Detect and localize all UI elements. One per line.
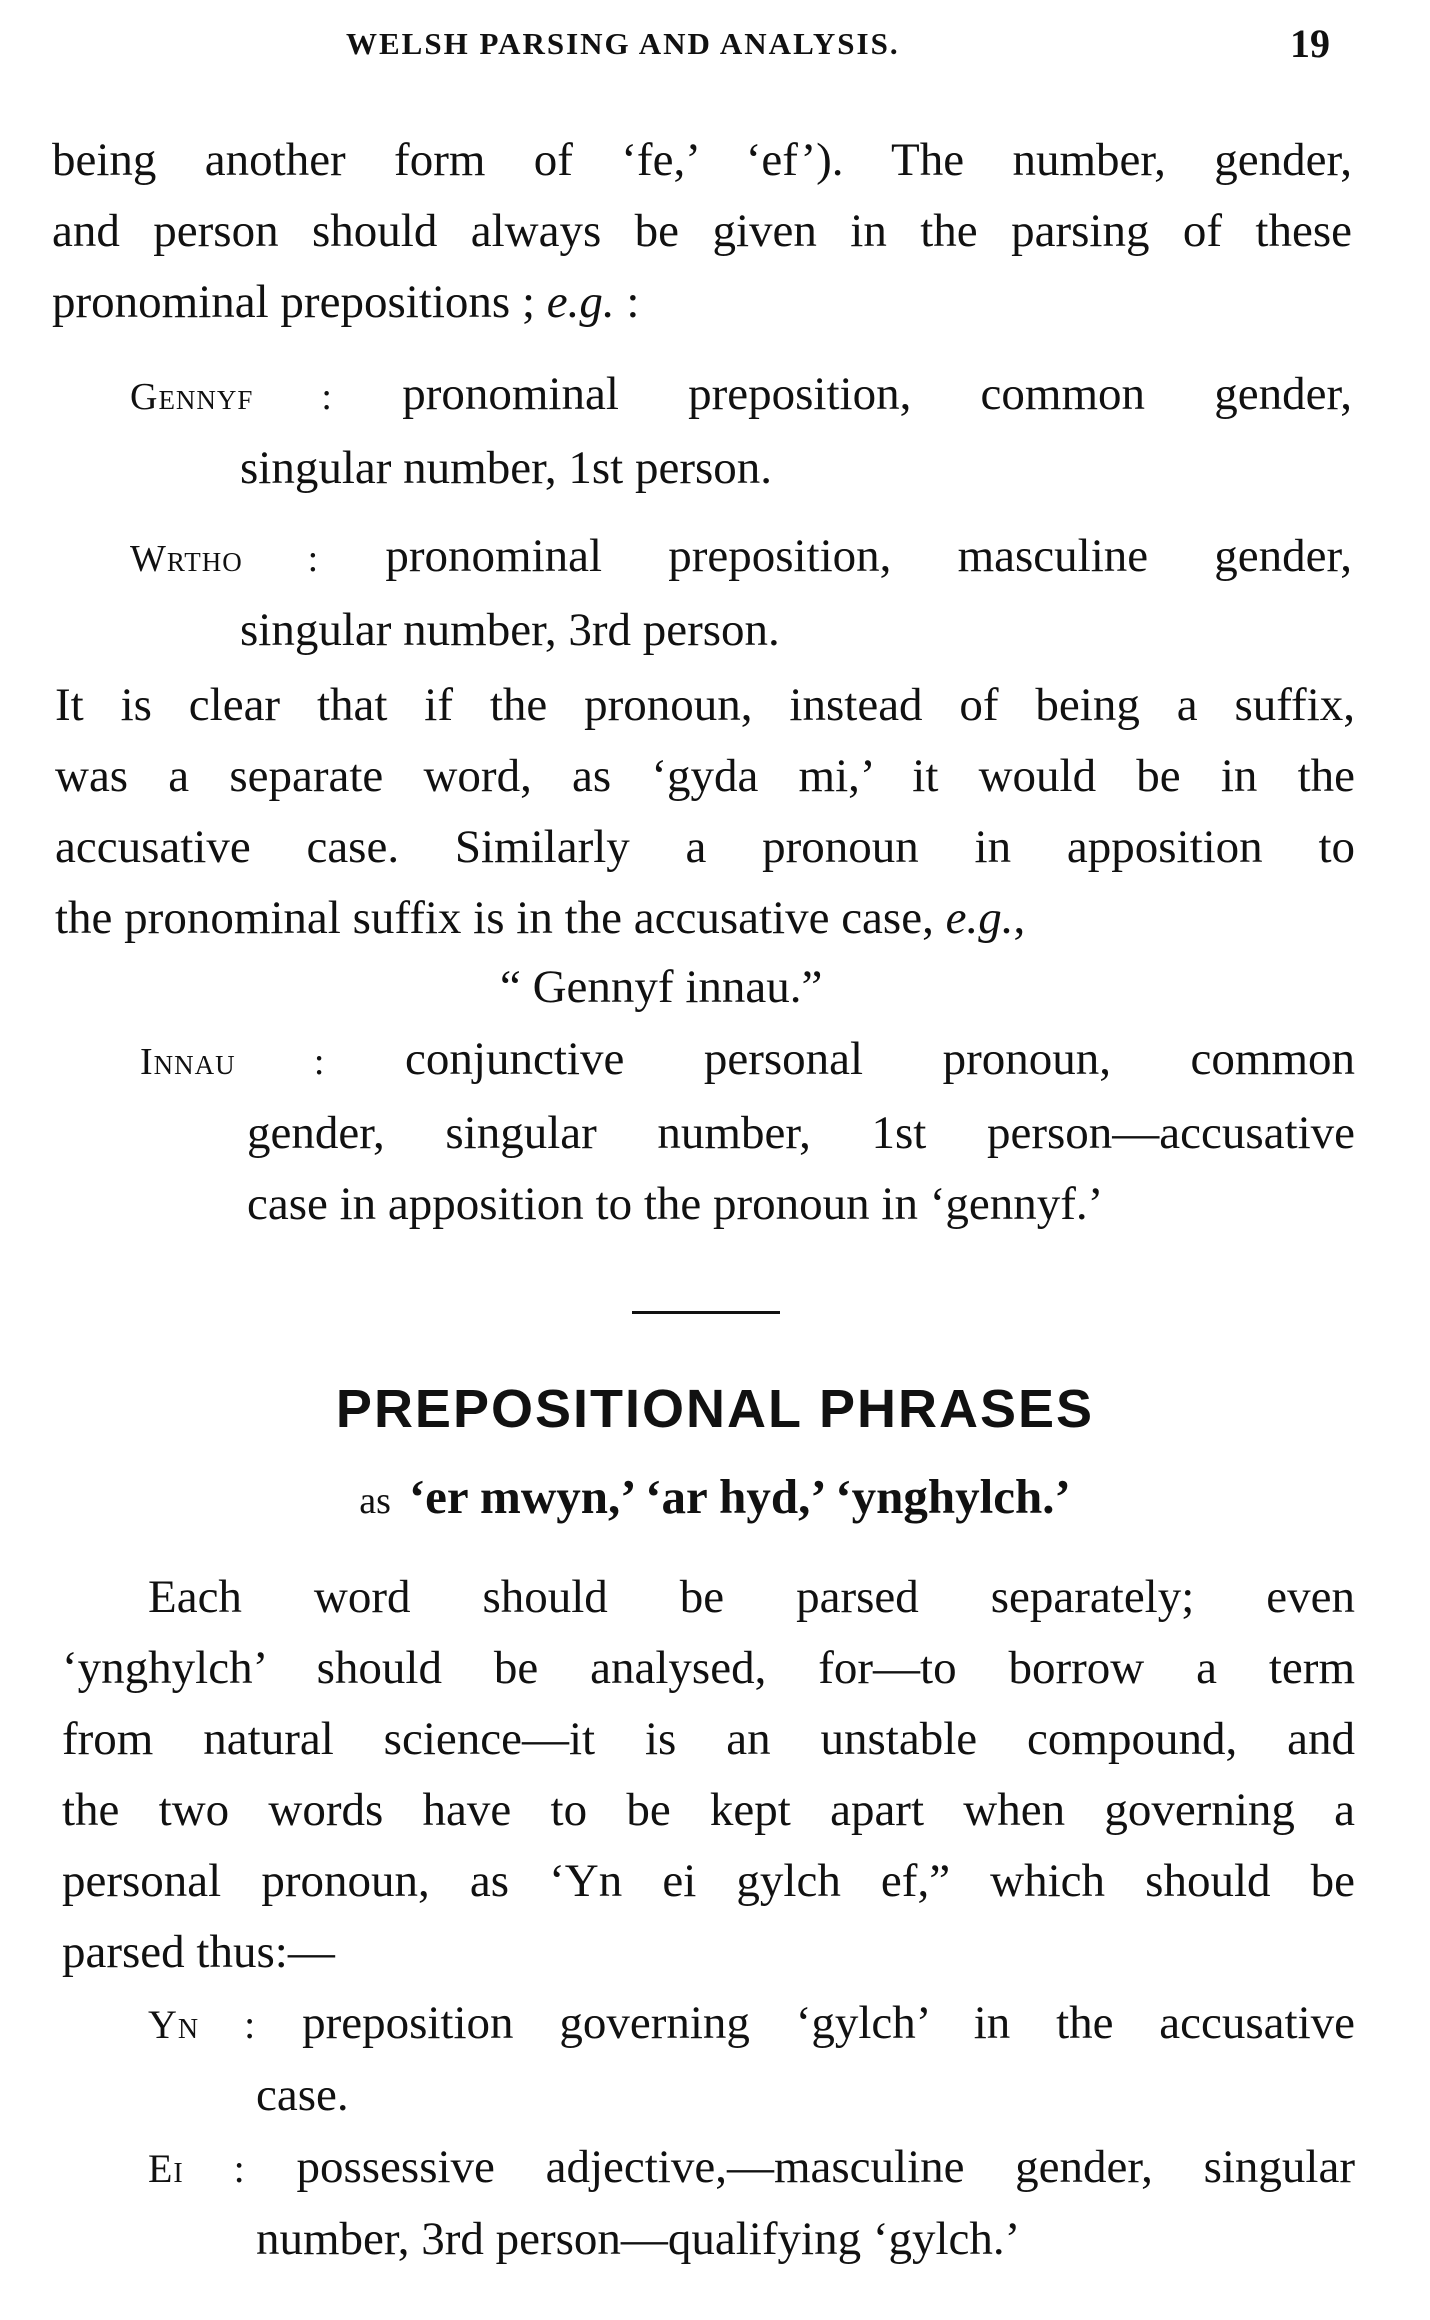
paragraph-line: from natural science—it is an unstable compound, and bbox=[62, 1713, 1355, 1765]
entry-line bbox=[140, 1024, 1355, 1098]
entry-text: pronominal preposition, masculine gender, bbox=[385, 530, 1353, 582]
running-title: WELSH PARSING AND ANALYSIS. bbox=[346, 26, 900, 61]
paragraph-line bbox=[52, 267, 1352, 338]
parse-entry-wrtho bbox=[130, 521, 1352, 666]
entry-head: Ei : bbox=[148, 2146, 246, 2191]
page-number: 19 bbox=[1290, 21, 1330, 66]
example-quote: “ Gennyf innau.” bbox=[500, 961, 823, 1013]
paragraph-line: personal pronoun, as ‘Yn ei gylch ef,” which should be bbox=[62, 1855, 1355, 1907]
paragraph-line: parsed thus:— bbox=[62, 1926, 335, 1978]
entry-head: Wrtho : bbox=[130, 538, 320, 580]
paragraph-line: the two words have to be kept apart when governing a bbox=[62, 1784, 1355, 1836]
entry-line: singular number, 3rd person. bbox=[240, 604, 780, 656]
italic-abbrev: e.g. bbox=[945, 892, 1014, 944]
subtitle-phrases: ‘er mwyn,’ ‘ar hyd,’ ‘ynghylch.’ bbox=[408, 1469, 1071, 1524]
entry-line: gender, singular number, 1st person—accusative bbox=[247, 1107, 1355, 1159]
paragraph-parse-separately bbox=[62, 1562, 1355, 1988]
parse-entry-gennyf bbox=[130, 359, 1352, 504]
entry-line bbox=[130, 359, 1352, 433]
section-subtitle bbox=[0, 1468, 1430, 1525]
subtitle-as: as bbox=[359, 1480, 391, 1522]
paragraph-line: was a separate word, as ‘gyda mi,’ it would be in the bbox=[55, 750, 1355, 802]
parse-entry-ei bbox=[148, 2132, 1355, 2275]
entry-line: number, 3rd person—qualifying ‘gylch.’ bbox=[256, 2213, 1021, 2265]
paragraph-line: Each word should be parsed separately; even bbox=[148, 1571, 1355, 1623]
parse-entry-innau bbox=[140, 1024, 1355, 1240]
paragraph-accusative bbox=[55, 670, 1355, 954]
entry-line: singular number, 1st person. bbox=[240, 442, 773, 494]
entry-line bbox=[130, 521, 1352, 595]
entry-text: pronominal preposition, common gender, bbox=[402, 368, 1352, 420]
parse-entry-yn bbox=[148, 1988, 1355, 2131]
paragraph-line: and person should always be given in the parsing of these bbox=[52, 205, 1352, 257]
line-text: the pronominal suffix is in the accusative case, bbox=[55, 892, 946, 944]
entry-text: conjunctive personal pronoun, common bbox=[405, 1033, 1356, 1085]
line-text: , bbox=[1013, 892, 1026, 944]
line-text: : bbox=[614, 276, 640, 328]
entry-line: case in apposition to the pronoun in ‘gennyf.’ bbox=[247, 1178, 1104, 1230]
paragraph-pronominal-prepositions bbox=[52, 125, 1352, 338]
paragraph-line: being another form of ‘fe,’ ‘ef’). The number, gender, bbox=[52, 134, 1352, 186]
entry-line bbox=[148, 2132, 1355, 2204]
paragraph-line: It is clear that if the pronoun, instead of being a suffix, bbox=[55, 679, 1355, 731]
entry-head: Yn : bbox=[148, 2002, 257, 2047]
entry-text: preposition governing ‘gylch’ in the accusative bbox=[302, 1997, 1355, 2049]
section-divider bbox=[632, 1311, 780, 1314]
paragraph-line bbox=[55, 883, 1355, 954]
entry-head: Gennyf : bbox=[130, 376, 333, 418]
paragraph-line: accusative case. Similarly a pronoun in apposition to bbox=[55, 821, 1355, 873]
entry-text: possessive adjective,—masculine gender, singular bbox=[296, 2141, 1355, 2193]
italic-abbrev: e.g. bbox=[546, 276, 615, 328]
paragraph-line: ‘ynghylch’ should be analysed, for—to borrow a term bbox=[62, 1642, 1355, 1694]
entry-line bbox=[148, 1988, 1355, 2060]
line-text: pronominal prepositions ; bbox=[52, 276, 547, 328]
entry-line: case. bbox=[256, 2069, 349, 2121]
page-header bbox=[0, 21, 1430, 76]
entry-head: Innau : bbox=[140, 1041, 326, 1083]
section-title: PREPOSITIONAL PHRASES bbox=[335, 1379, 1095, 1439]
